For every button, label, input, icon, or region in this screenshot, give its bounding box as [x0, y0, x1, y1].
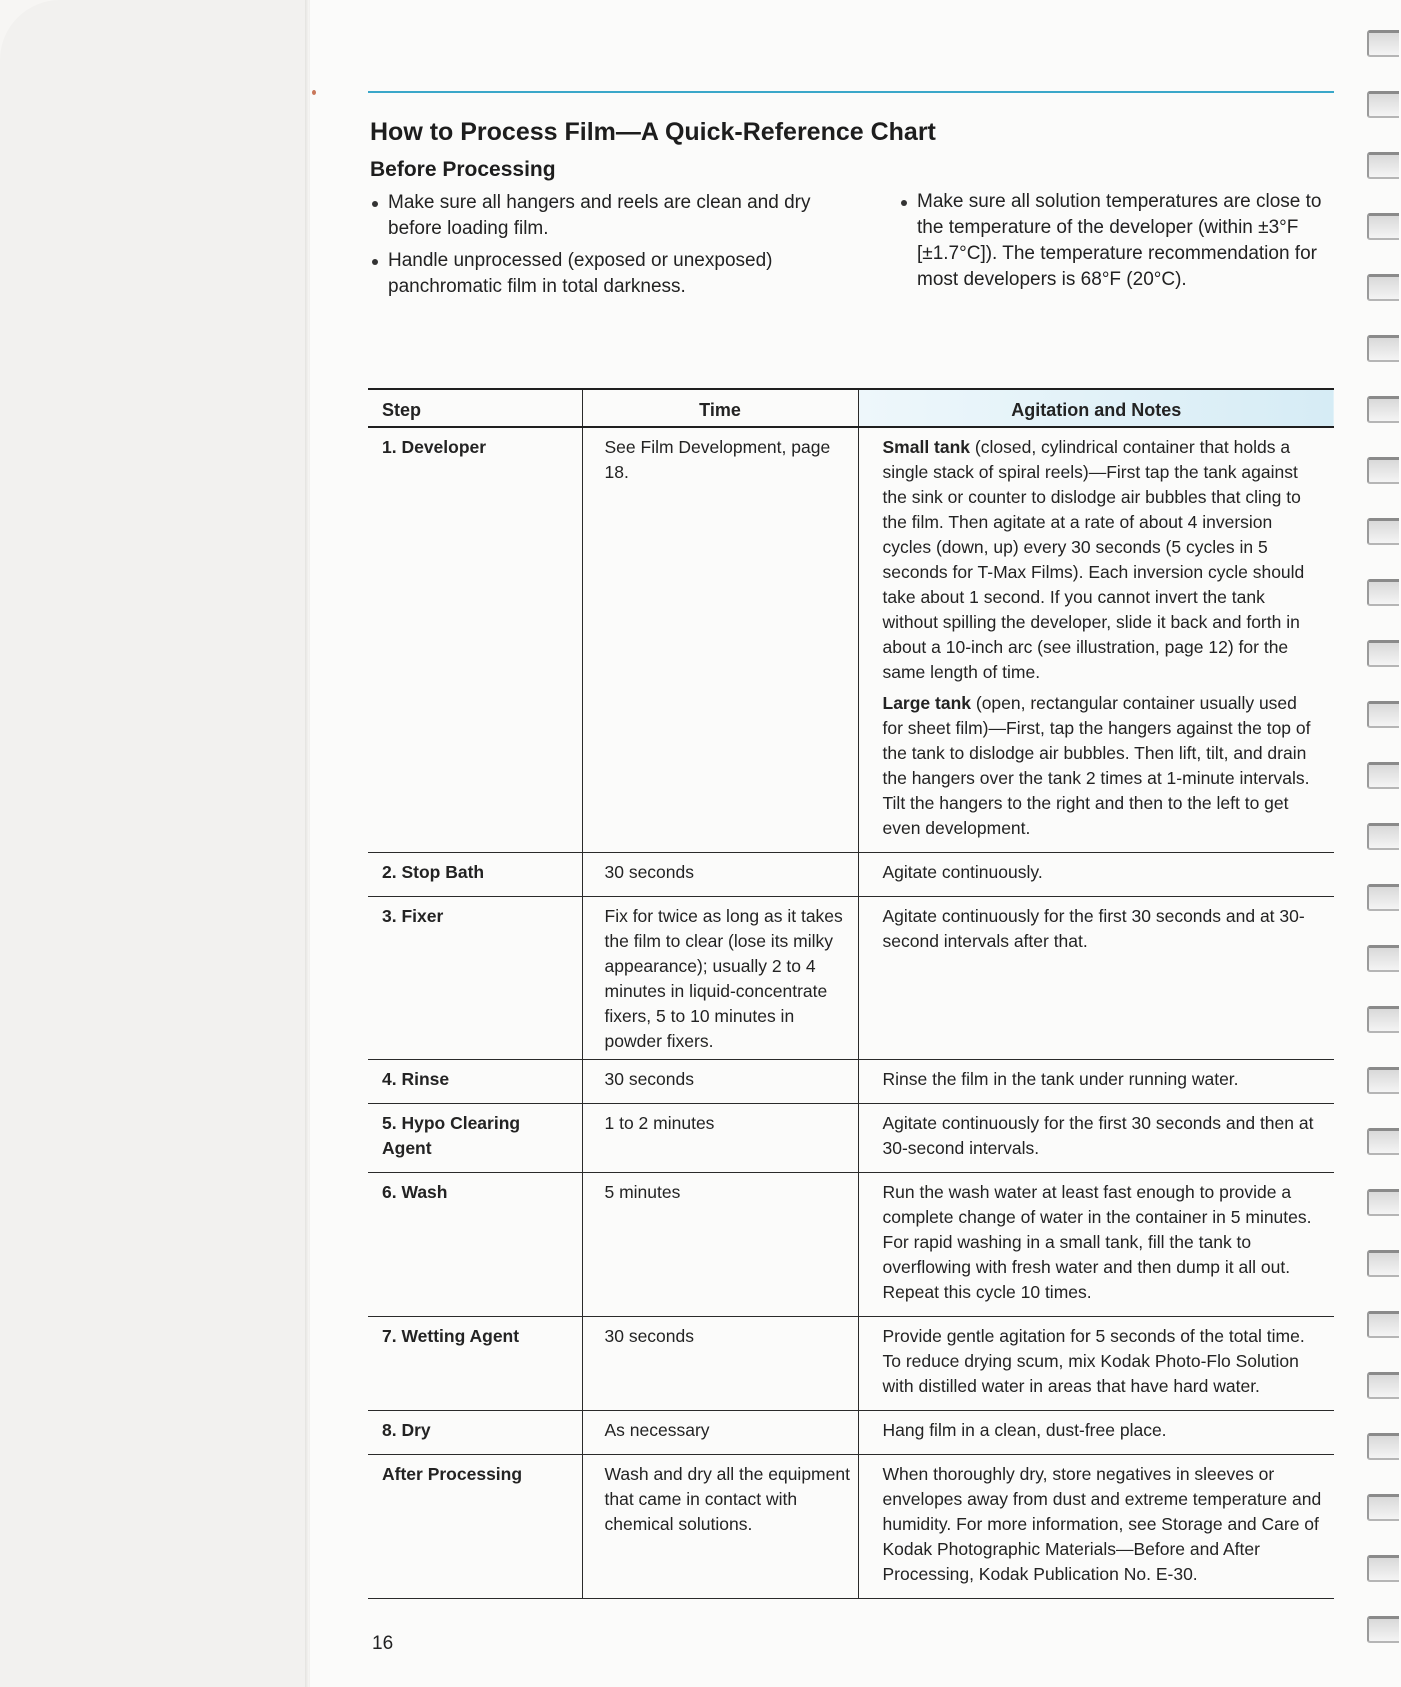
spiral-coil: [1367, 579, 1399, 606]
note-paragraph: [883, 904, 1323, 954]
step-cell: 6. Wash: [368, 1173, 582, 1317]
bullet-list-right: [899, 189, 1339, 299]
note-text: Agitate continuously for the first 30 seconds and then at 30-second intervals.: [882, 1113, 1314, 1158]
step-cell: 8. Dry: [368, 1411, 582, 1455]
time-cell: See Film Development, page 18.: [582, 427, 858, 853]
header-rule: [368, 91, 1334, 93]
note-paragraph: [883, 1462, 1323, 1587]
time-cell: As necessary: [582, 1411, 858, 1455]
step-cell: 1. Developer: [368, 427, 582, 853]
note-text: Run the wash water at least fast enough to provide a complete change of water in the container in 5 minutes. For rapid washing in a small tank, fill the tank to overflowing with fresh water and then dump it all out. Repeat this cycle 10 times.: [882, 1182, 1312, 1302]
spiral-coil: [1367, 274, 1399, 301]
notes-cell: [858, 1455, 1334, 1599]
table-row: [368, 853, 1334, 897]
table-body: [368, 427, 1334, 1599]
time-cell: Wash and dry all the equipment that came in contact with chemical solutions.: [582, 1455, 858, 1599]
left-page: [0, 0, 310, 1687]
table-row: [368, 1104, 1334, 1173]
note-label: Large tank: [882, 693, 971, 713]
notes-cell: [858, 1411, 1334, 1455]
notes-cell: [858, 1104, 1334, 1173]
time-cell: 30 seconds: [582, 1060, 858, 1104]
time-cell: 5 minutes: [582, 1173, 858, 1317]
spiral-coil: [1367, 762, 1399, 789]
step-cell: 5. Hypo Clearing Agent: [368, 1104, 582, 1173]
note-paragraph: [883, 860, 1323, 885]
note-text: Agitate continuously.: [882, 862, 1043, 882]
note-paragraph: [883, 691, 1323, 841]
note-text: (open, rectangular container usually used for sheet film)—First, tap the hangers against the top of the tank to dislodge air bubbles. Then lift, tilt, and drain the hangers over the tank 2 times at 1-minute intervals. Tilt the hangers to the right and then to the left to get even development.: [882, 693, 1311, 838]
processing-chart-table: [368, 388, 1334, 1599]
column-header-step: Step: [368, 389, 582, 427]
spiral-coil: [1367, 1494, 1399, 1521]
spiral-coil: [1367, 823, 1399, 850]
notes-cell: [858, 897, 1334, 1060]
note-paragraph: [883, 1418, 1323, 1443]
page-number: 16: [372, 1633, 394, 1654]
note-text: Rinse the film in the tank under running water.: [882, 1069, 1239, 1089]
note-paragraph: [883, 1324, 1323, 1399]
spiral-coil: [1367, 640, 1399, 667]
table-row: [368, 1411, 1334, 1455]
table-row: [368, 1455, 1334, 1599]
column-header-notes: Agitation and Notes: [858, 389, 1334, 427]
column-header-time: Time: [582, 389, 858, 427]
spiral-coil: [1367, 1616, 1399, 1643]
table-row: [368, 897, 1334, 1060]
note-label: Small tank: [882, 437, 971, 457]
step-cell: 4. Rinse: [368, 1060, 582, 1104]
spiral-coil: [1367, 1067, 1399, 1094]
note-text: When thoroughly dry, store negatives in sleeves or envelopes away from dust and extreme temperature and humidity. For more information, see Storage and Care of Kodak Photographic Materials—Before and After Processing, Kodak Publication No. E-30.: [882, 1464, 1322, 1584]
spiral-coil: [1367, 152, 1399, 179]
note-text: (closed, cylindrical container that holds a single stack of spiral reels)—First tap the tank against the sink or counter to dislodge air bubbles that cling to the film. Then agitate at a rate of about 4 inversion cycles (down, up) every 30 seconds (5 cycles in 5 seconds for T-Max Films). Each inversion cycle should take about 1 second. If you cannot invert the tank without spilling the developer, slide it back and forth in about a 10-inch arc (see illustration, page 12) for the same length of time.: [882, 437, 1305, 682]
spiral-coil: [1367, 945, 1399, 972]
spiral-coil: [1367, 1433, 1399, 1460]
bullet-item: Make sure all solution temperatures are close to the temperature of the developer (within ±3°F [±1.7°C]). The temperature recommendation for most developers is 68°F (20°C).: [899, 189, 1339, 293]
table-row: [368, 427, 1334, 853]
note-paragraph: [883, 1067, 1323, 1092]
table-row: [368, 1173, 1334, 1317]
spiral-coil: [1367, 1189, 1399, 1216]
spiral-coil: [1367, 213, 1399, 240]
spiral-coil: [1367, 701, 1399, 728]
bullet-item: Handle unprocessed (exposed or unexposed) panchromatic film in total darkness.: [370, 248, 860, 300]
step-cell: 7. Wetting Agent: [368, 1317, 582, 1411]
time-cell: 1 to 2 minutes: [582, 1104, 858, 1173]
page-gutter: [305, 0, 309, 1687]
notes-cell: [858, 853, 1334, 897]
spiral-coil: [1367, 1250, 1399, 1277]
spiral-coil: [1367, 1372, 1399, 1399]
spiral-binding: [1361, 0, 1401, 1687]
spiral-coil: [1367, 518, 1399, 545]
section-heading: Before Processing: [370, 158, 556, 181]
table-header-row: [368, 389, 1334, 427]
notes-cell: [858, 1173, 1334, 1317]
spiral-coil: [1367, 457, 1399, 484]
spiral-coil: [1367, 30, 1399, 57]
spiral-coil: [1367, 1128, 1399, 1155]
notes-cell: [858, 1060, 1334, 1104]
spiral-coil: [1367, 396, 1399, 423]
note-paragraph: [883, 435, 1323, 685]
note-text: Agitate continuously for the first 30 seconds and at 30-second intervals after that.: [882, 906, 1305, 951]
spiral-coil: [1367, 1555, 1399, 1582]
notes-cell: [858, 427, 1334, 853]
time-cell: Fix for twice as long as it takes the film to clear (lose its milky appearance); usually 2 to 4 minutes in liquid-concentrate fixers, 5 to 10 minutes in powder fixers.: [582, 897, 858, 1060]
spiral-coil: [1367, 884, 1399, 911]
spiral-coil: [1367, 91, 1399, 118]
time-cell: 30 seconds: [582, 1317, 858, 1411]
spiral-coil: [1367, 1006, 1399, 1033]
step-cell: 3. Fixer: [368, 897, 582, 1060]
bullet-item: Make sure all hangers and reels are clean and dry before loading film.: [370, 190, 860, 242]
time-cell: 30 seconds: [582, 853, 858, 897]
page-title: How to Process Film—A Quick-Reference Chart: [370, 118, 936, 146]
step-cell: 2. Stop Bath: [368, 853, 582, 897]
note-text: Hang film in a clean, dust-free place.: [882, 1420, 1167, 1440]
note-paragraph: [883, 1180, 1323, 1305]
table-row: [368, 1317, 1334, 1411]
note-text: Provide gentle agitation for 5 seconds of the total time. To reduce drying scum, mix Kodak Photo-Flo Solution with distilled water in areas that have hard water.: [882, 1326, 1305, 1396]
spiral-coil: [1367, 1311, 1399, 1338]
table-row: [368, 1060, 1334, 1104]
step-cell: After Processing: [368, 1455, 582, 1599]
note-paragraph: [883, 1111, 1323, 1161]
spiral-coil: [1367, 335, 1399, 362]
bullet-list-left: [370, 190, 860, 306]
notes-cell: [858, 1317, 1334, 1411]
paper-speck: [312, 90, 316, 95]
